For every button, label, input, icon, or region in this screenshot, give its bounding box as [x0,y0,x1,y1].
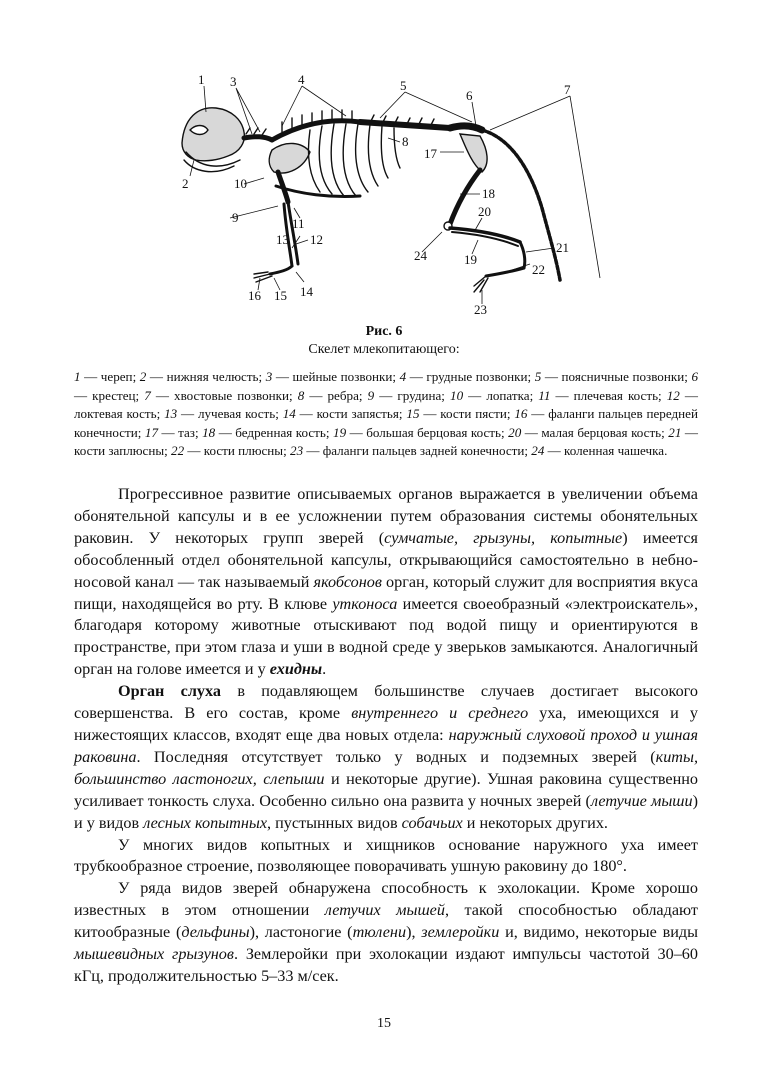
legend-text: — большая берцовая кость; [346,424,509,440]
legend-number: 19 [333,424,347,440]
legend-text: — нижняя челюсть; [146,369,266,384]
figure-label: 20 [478,204,491,219]
page-number: 15 [377,1016,391,1031]
legend-text: — кости заплюсны; [74,424,698,459]
text-run: в подавляющем большинстве случаев достигает высокого совершенства. В его состав, кроме [74,682,699,723]
figure-labels [182,72,571,317]
legend-text: — лопатка; [463,387,539,403]
figure-label: 4 [298,72,305,87]
legend-number: 23 [290,443,304,459]
text-run: У многих видов копытных и хищников основание наружного уха имеет трубкообразное строение, позволяющее поворачивать ушную раковину до 180°. [74,835,698,876]
legend-text: — крестец; [74,387,145,403]
legend-number: 12 [666,387,680,403]
text-run: ) и у видов [74,791,698,832]
legend-number: 16 [514,406,528,422]
text-run: , такой способностью обладают китообразные ( [74,901,698,942]
figure-label: 7 [564,82,571,97]
text-run: . Землеройки при эхолокации издают импульсы частотой 30–60 кГц, продолжительностью 5–33 м/сек. [74,945,698,985]
mammal-skeleton-illustration [160,68,610,323]
figure-label: 18 [482,186,495,201]
figure-number: Рис. 6 [365,324,403,339]
figure-label: 13 [276,232,289,247]
emphasis-run: Орган слуха [118,682,222,701]
emphasis-run: летучие мыши [590,791,693,810]
paragraph [74,681,698,834]
figure-label: 19 [464,252,477,267]
figure-label: 23 [474,302,487,317]
legend-text: — шейные позвонки; [272,369,400,384]
figure-label: 16 [248,288,261,303]
emphasis-run: лесных копытных [143,813,268,832]
emphasis-run: наружный слуховой проход и ушная раковина [74,725,698,766]
legend-text: — хвостовые позвонки; [150,387,298,403]
legend-number: 20 [508,424,522,440]
legend-number: 8 [297,387,305,403]
legend-number: 6 [691,369,698,384]
emphasis-run: землеройки [421,923,500,942]
figure-title: Скелет млекопитающего: [308,342,460,357]
paragraph [74,835,698,879]
text-run: и, видимо, некоторые виды [499,923,698,942]
emphasis-run: киты, большинство ластоногих, слепыши [74,747,698,788]
body-text [74,484,698,988]
figure-label: 11 [292,216,305,231]
legend-number: 24 [531,443,545,459]
emphasis-run: якобсонов [313,572,382,591]
legend-text: — фаланги пальцев задней конечности; [303,443,532,459]
legend-number: 7 [144,387,151,403]
paragraph [74,484,698,681]
emphasis-run: собачьих [401,813,463,832]
legend-text: — бедренная кость; [215,424,334,440]
figure-label: 10 [234,176,247,191]
legend-text: — фаланги пальцев передней конечности; [74,406,698,440]
emphasis-run: мышевидных грызунов [74,945,234,964]
legend-number: 9 [367,387,375,403]
legend-number: 18 [202,424,216,440]
legend-number: 3 [265,369,273,384]
legend-text: — кости запястья; [295,406,407,422]
legend-number: 11 [538,387,551,403]
emphasis-run: тюлени [352,923,407,942]
legend-text: — кости плюсны; [184,443,291,459]
text-run: Прогрессивное развитие описываемых органов выражается в увеличении объема обонятельной капсулы и в ее усложнении путем образования системы обонятельных раковин. У некоторых групп зверей ( [74,485,698,547]
text-run: ), [406,923,422,942]
legend-number: 1 [74,369,81,384]
figure-label: 22 [532,262,545,277]
legend-text: — грудные позвонки; [406,369,535,384]
emphasis-run: утконоса [332,594,398,613]
legend-number: 22 [171,443,185,459]
text-run: ), ластоногие ( [249,923,353,942]
legend-text: — череп; [80,369,140,384]
text-run: . [322,660,327,679]
figure-label: 2 [182,176,189,191]
legend-number: 15 [406,406,420,422]
text-run: орган, который служит для восприятия вкуса пищи, находящейся во рту. В клюве [74,572,698,613]
figure-label: 24 [414,248,427,263]
figure-label: 12 [310,232,323,247]
emphasis-run: дельфины [181,923,250,942]
figure-label: 9 [232,210,239,225]
figure-label: 5 [400,78,407,93]
text-run: имеется своеобразный «электроискатель», благодаря которому животные отыскивают под водой пищу и ориентируются в пространстве, при этом глаза и уши в водной среде у зверьков замыкаются. Аналогичный орган на голове имеется и у [74,594,699,679]
text-run: , пустынных видов [267,813,402,832]
text-run: . Последняя отсутствует только у водных и подземных зверей ( [136,747,656,766]
legend-number: 4 [399,369,407,384]
legend-text: — поясничные позвонки; [541,369,692,384]
skeleton-figure [160,68,610,323]
legend-text: — ребра; [304,387,368,403]
text-run: У ряда видов зверей обнаружена способность к эхолокации. Кроме хорошо известных в этом отношении [74,879,698,920]
legend-number: 14 [282,406,296,422]
text-run: и некоторых других. [462,813,608,832]
figure-label: 17 [424,146,437,161]
legend-number: 13 [164,406,178,422]
legend-number: 21 [668,424,682,440]
legend-text: — таз; [157,424,203,440]
legend-text: — грудина; [374,387,451,403]
text-run: и некоторые другие). Ушная раковина существенно усиливает тонкость слуха. Особенно сильно она развита у ночных зверей ( [74,769,698,810]
paragraph [74,878,698,988]
legend-text: — лучевая кость; [177,406,283,422]
figure-label: 14 [300,284,313,299]
legend-text: — локтевая кость; [74,387,698,422]
figure-label: 15 [274,288,287,303]
legend-number: 5 [534,369,542,384]
figure-label: 6 [466,88,473,103]
figure-label: 8 [402,134,409,149]
emphasis-run: ехидны [269,660,323,679]
legend-text: — малая берцовая кость; [521,424,669,440]
figure-label: 3 [230,74,237,89]
text-run: уха, имеющихся и у нижестоящих классов, входят еще два новых отдела: [74,704,698,744]
text-run: ) имеется обособленный отдел обонятельной капсулы, открывающийся самостоятельно в небно-носовой канал — так называемый [74,528,698,591]
legend-text: — плечевая кость; [550,387,667,403]
legend-text: — кости пясти; [419,406,515,422]
emphasis-run: летучих мышей [324,901,445,920]
figure-label: 21 [556,240,569,255]
legend-number: 2 [139,369,147,384]
emphasis-run: сумчатые, грызуны, копытные [384,528,623,547]
legend-text: — коленная чашечка. [544,443,668,459]
figure-label: 1 [198,72,205,87]
legend-number: 10 [450,387,464,403]
emphasis-run: внутреннего и среднего [351,704,529,723]
figure-caption [0,324,768,358]
figure-legend [74,368,698,461]
legend-number: 17 [144,424,158,440]
